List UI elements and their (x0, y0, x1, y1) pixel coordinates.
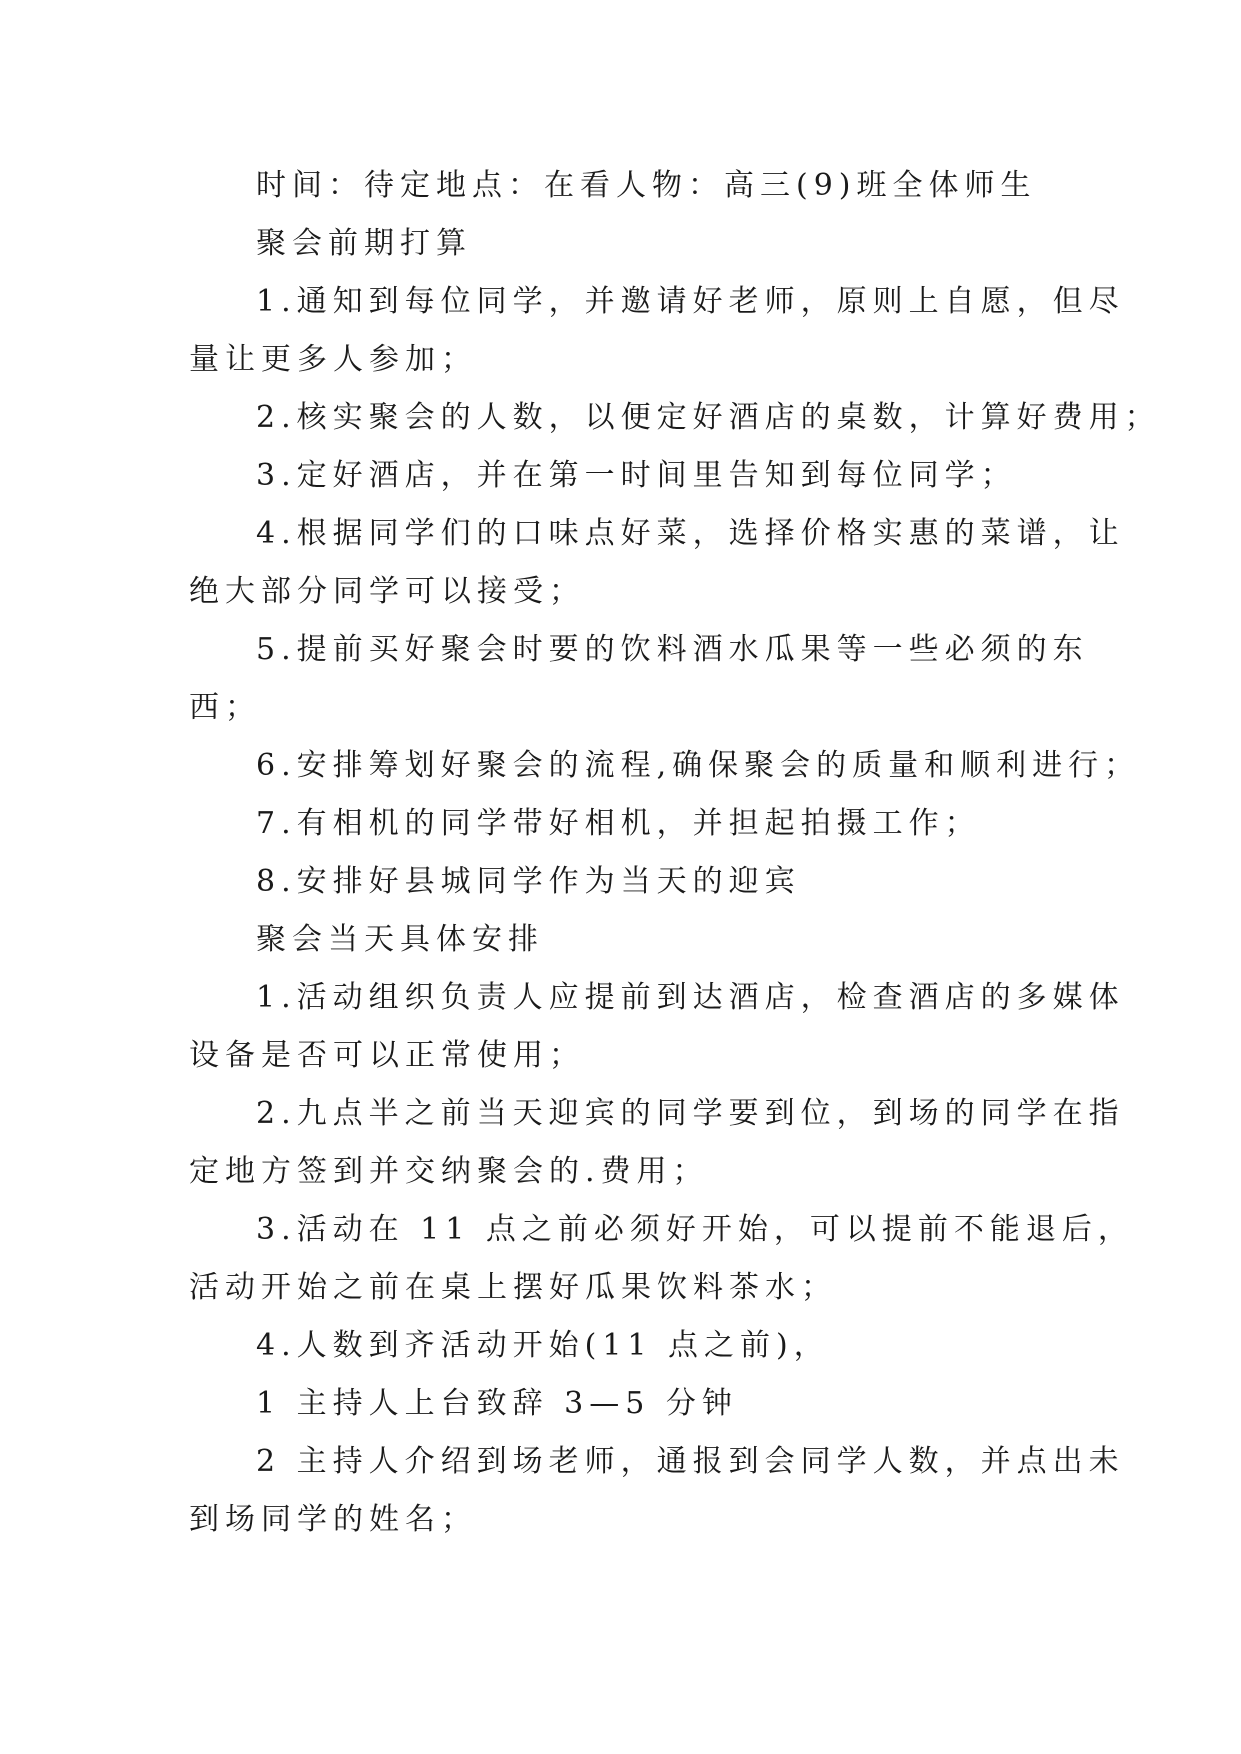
prep-item-3: 3.定好酒店，并在第一时间里告知到每位同学； (256, 458, 1017, 493)
info-line: 时间：待定地点：在看人物：高三(9)班全体师生 (256, 168, 1037, 203)
prep-item-4: 4.根据同学们的口味点好菜，选择价格实惠的菜谱，让 (256, 516, 1125, 551)
prep-item-4-cont: 绝大部分同学可以接受； (189, 574, 585, 609)
sub-item-1: 1 主持人上台致辞 3—5 分钟 (256, 1386, 738, 1421)
section-heading-preparation: 聚会前期打算 (256, 226, 472, 261)
prep-item-5: 5.提前买好聚会时要的饮料酒水瓜果等一些必须的东 (256, 632, 1089, 667)
day-item-4: 4.人数到齐活动开始(11 点之前)， (256, 1328, 830, 1363)
prep-item-5-cont: 西； (189, 690, 261, 725)
prep-item-2: 2.核实聚会的人数，以便定好酒店的桌数，计算好费用； (256, 400, 1161, 435)
day-item-3: 3.活动在 11 点之前必须好开始，可以提前不能退后， (256, 1212, 1134, 1247)
prep-item-8: 8.安排好县城同学作为当天的迎宾 (256, 864, 801, 899)
prep-item-1: 1.通知到每位同学，并邀请好老师，原则上自愿，但尽 (256, 284, 1125, 319)
day-item-1: 1.活动组织负责人应提前到达酒店，检查酒店的多媒体 (256, 980, 1125, 1015)
day-item-2: 2.九点半之前当天迎宾的同学要到位，到场的同学在指 (256, 1096, 1125, 1131)
sub-item-2: 2 主持人介绍到场老师，通报到会同学人数，并点出未 (256, 1444, 1125, 1479)
day-item-1-cont: 设备是否可以正常使用； (189, 1038, 585, 1073)
prep-item-1-cont: 量让更多人参加； (189, 342, 477, 377)
day-item-3-cont: 活动开始之前在桌上摆好瓜果饮料茶水； (189, 1270, 837, 1305)
prep-item-6: 6.安排筹划好聚会的流程,确保聚会的质量和顺利进行； (256, 748, 1141, 783)
sub-item-2-cont: 到场同学的姓名； (189, 1502, 477, 1537)
day-item-2-cont: 定地方签到并交纳聚会的.费用； (189, 1154, 709, 1189)
prep-item-7: 7.有相机的同学带好相机，并担起拍摄工作； (256, 806, 981, 841)
section-heading-day-schedule: 聚会当天具体安排 (256, 922, 544, 957)
